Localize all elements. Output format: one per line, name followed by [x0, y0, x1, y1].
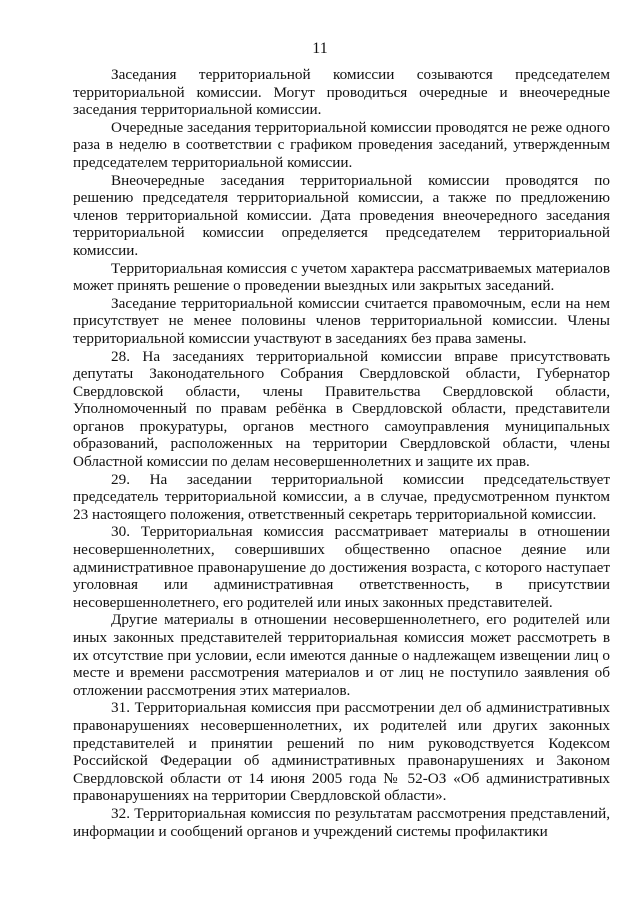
paragraph-extraordinary-meetings: Внеочередные заседания территориальной комиссии проводятся по решению председателя территориальной комиссии, а также по предложению членов территориальной комиссии. Дата проведения внеочередного заседания территориальной комиссии определяется председателем территориальной комиссии.	[73, 171, 610, 259]
paragraph-item-32: 32. Территориальная комиссия по результатам рассмотрения представлений, информации и сообщений органов и учреждений системы профилактики	[73, 804, 610, 840]
paragraph-offsite-closed-meetings: Территориальная комиссия с учетом характера рассматриваемых материалов может принять решение о проведении выездных или закрытых заседаний.	[73, 259, 610, 295]
document-body	[73, 66, 610, 840]
paragraph-item-30: 30. Территориальная комиссия рассматривает материалы в отношении несовершеннолетних, совершивших общественно опасное деяние или административное правонарушение до достижения возраста, с которого наступает уголовная или административная ответственность, в присутствии несовершеннолетнего, его родителей или иных законных представителей.	[73, 523, 610, 611]
paragraph-item-28: 28. На заседаниях территориальной комиссии вправе присутствовать депутаты Законодательного Собрания Свердловской области, Губернатор Свердловской области, члены Правительства Свердловской области, Уполномоченный по правам ребёнка в Свердловской области, представители органов прокуратуры, органов местного самоуправления муниципальных образований, расположенных на территории Свердловской области, члены Областной комиссии по делам несовершеннолетних и защите их прав.	[73, 347, 610, 471]
paragraph-item-29: 29. На заседании территориальной комиссии председательствует председатель территориальной комиссии, а в случае, предусмотренном пунктом 23 настоящего положения, ответственный секретарь территориальной комиссии.	[73, 470, 610, 523]
paragraph-regular-meetings: Очередные заседания территориальной комиссии проводятся не реже одного раза в неделю в соответствии с графиком проведения заседаний, утвержденным председателем территориальной комиссии.	[73, 118, 610, 171]
page-number: 11	[312, 40, 328, 57]
paragraph-item-31: 31. Территориальная комиссия при рассмотрении дел об административных правонарушениях несовершеннолетних, их родителей или других законных представителей и принятии решений по ним руководствуется Кодексом Российской Федерации об административных правонарушениях и Законом Свердловской области от 14 июня 2005 года № 52-ОЗ «Об административных правонарушениях на территории Свердловской области».	[73, 699, 610, 805]
paragraph-other-materials: Другие материалы в отношении несовершеннолетнего, его родителей или иных законных представителей территориальная комиссия может рассмотреть в их отсутствие при условии, если имеются данные о надлежащем извещении лиц о месте и времени рассмотрения материалов и от лиц не поступило заявления об отложении рассмотрения этих материалов.	[73, 611, 610, 699]
paragraph-quorum: Заседание территориальной комиссии считается правомочным, если на нем присутствует не менее половины членов территориальной комиссии. Члены территориальной комиссии участвуют в заседаниях без права замены.	[73, 294, 610, 347]
paragraph-meetings-convened: Заседания территориальной комиссии созываются председателем территориальной комиссии. Могут проводиться очередные и внеочередные заседания территориальной комиссии.	[73, 66, 610, 119]
